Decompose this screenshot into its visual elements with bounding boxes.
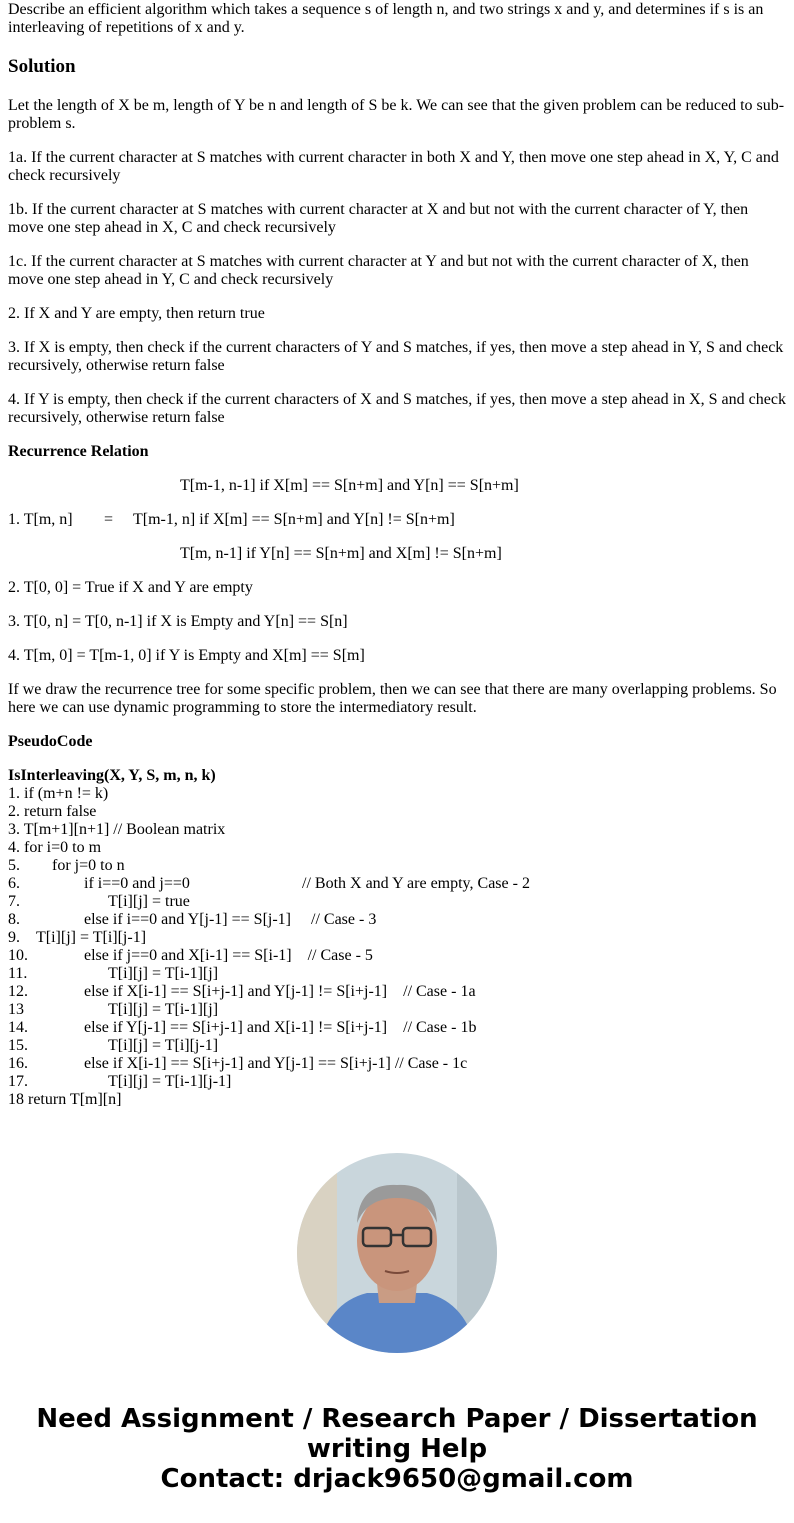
function-signature bbox=[8, 767, 786, 785]
code-line-text: T[i][j] = T[i][j-1] bbox=[108, 1037, 219, 1054]
code-line-number: 15. bbox=[8, 1037, 28, 1054]
recurrence-case-text: T[m-1, n] if X[m] == S[n+m] and Y[n] != S[n+m] bbox=[133, 511, 455, 528]
code-line bbox=[8, 1073, 786, 1091]
code-line-text: else if X[i-1] == S[i+j-1] and Y[j-1] != S[i+j-1] // Case - 1a bbox=[84, 983, 476, 1000]
code-line bbox=[8, 1001, 786, 1019]
code-line bbox=[8, 875, 786, 893]
code-comment: // Both X and Y are empty, Case - 2 bbox=[302, 875, 530, 892]
base-case: 3. T[0, n] = T[0, n-1] if X is Empty and Y[n] == S[n] bbox=[8, 613, 348, 630]
base-case: 4. T[m, 0] = T[m-1, 0] if Y is Empty and X[m] == S[m] bbox=[8, 647, 365, 664]
code-line-number: 10. bbox=[8, 947, 28, 964]
code-line bbox=[8, 965, 786, 983]
code-line bbox=[8, 893, 786, 911]
code-line-number: 8. bbox=[8, 911, 20, 928]
code-line bbox=[8, 1091, 786, 1109]
code-line-number: 18 return T[m][n] bbox=[8, 1091, 122, 1108]
paragraph: 4. If Y is empty, then check if the current characters of X and S matches, if yes, then move a step ahead in X, S and check recursively, otherwise return false bbox=[8, 391, 786, 426]
code-line-number: 1. if (m+n != k) bbox=[8, 785, 109, 802]
code-line bbox=[8, 929, 786, 947]
dp-note: If we draw the recurrence tree for some specific problem, then we can see that there are many overlapping problems. So here we can use dynamic programming to store the intermediatory result. bbox=[8, 681, 777, 716]
recurrence-equals: = bbox=[104, 511, 114, 528]
code-line-number: 17. bbox=[8, 1073, 28, 1090]
code-line bbox=[8, 821, 786, 839]
code-line bbox=[8, 983, 786, 1001]
recurrence-case-text: T[m-1, n-1] if X[m] == S[n+m] and Y[n] == S[n+m] bbox=[180, 477, 519, 494]
promo-contact: Contact: drjack9650@gmail.com bbox=[160, 1464, 634, 1494]
code-line-text: else if i==0 and Y[j-1] == S[j-1] // Case - 3 bbox=[84, 911, 377, 928]
promo-line: writing Help bbox=[306, 1434, 488, 1464]
code-line-number: 5. bbox=[8, 857, 20, 874]
recurrence-case-3 bbox=[8, 545, 786, 563]
code-line-text: T[i][j] = true bbox=[108, 893, 190, 910]
pseudocode-block bbox=[8, 767, 786, 1109]
recurrence-lhs: 1. T[m, n] bbox=[8, 511, 73, 528]
recurrence-case-text: T[m, n-1] if Y[n] == S[n+m] and X[m] != S[n+m] bbox=[180, 545, 502, 562]
code-line-number: 4. for i=0 to m bbox=[8, 839, 102, 856]
code-line-text: else if j==0 and X[i-1] == S[i-1] // Case - 5 bbox=[84, 947, 373, 964]
code-line bbox=[8, 947, 786, 965]
recurrence-case-1 bbox=[8, 477, 786, 495]
code-line-number: 2. return false bbox=[8, 803, 97, 820]
code-line bbox=[8, 857, 786, 875]
code-line-number: 12. bbox=[8, 983, 28, 1000]
code-line-number: 3. T[m+1][n+1] // Boolean matrix bbox=[8, 821, 226, 838]
solution-heading: Solution bbox=[8, 56, 76, 77]
question-text: Describe an efficient algorithm which takes a sequence s of length n, and two strings x and y, and determines if s is an interleaving of repetitions of x and y. bbox=[8, 1, 764, 36]
code-line-text: else if X[i-1] == S[i+j-1] and Y[j-1] == S[i+j-1] // Case - 1c bbox=[84, 1055, 468, 1072]
code-line-text: T[i][j] = T[i-1][j] bbox=[108, 965, 219, 982]
paragraph: Let the length of X be m, length of Y be n and length of S be k. We can see that the given problem can be reduced to sub-problem s. bbox=[8, 97, 785, 132]
code-line-text: for j=0 to n bbox=[52, 857, 125, 874]
code-line bbox=[8, 803, 786, 821]
code-line-number: 14. bbox=[8, 1019, 28, 1036]
base-case: 2. T[0, 0] = True if X and Y are empty bbox=[8, 579, 253, 596]
paragraph: 1c. If the current character at S matches with current character at Y and but not with the current character of X, then move one step ahead in Y, C and check recursively bbox=[8, 253, 749, 288]
promo-line: Need Assignment / Research Paper / Dissertation bbox=[36, 1404, 758, 1434]
code-line-text: T[i][j] = T[i-1][j-1] bbox=[108, 1073, 232, 1090]
promo-banner bbox=[0, 1404, 794, 1494]
code-line-text: else if Y[j-1] == S[i+j-1] and X[i-1] != S[i+j-1] // Case - 1b bbox=[84, 1019, 477, 1036]
paragraph: 3. If X is empty, then check if the current characters of Y and S matches, if yes, then move a step ahead in Y, S and check recursively, otherwise return false bbox=[8, 339, 784, 374]
code-line-text: T[i][j] = T[i][j-1] bbox=[36, 929, 147, 946]
code-line-number: 7. bbox=[8, 893, 20, 910]
code-line-number: 9. bbox=[8, 929, 20, 946]
code-line-number: 11. bbox=[8, 965, 28, 982]
pseudocode-heading: PseudoCode bbox=[8, 733, 93, 750]
code-line-number: 16. bbox=[8, 1055, 28, 1072]
code-line bbox=[8, 785, 786, 803]
code-line-text: T[i][j] = T[i-1][j] bbox=[108, 1001, 219, 1018]
code-line bbox=[8, 911, 786, 929]
code-line-number: 6. bbox=[8, 875, 20, 892]
recurrence-case-2 bbox=[8, 511, 786, 529]
code-line bbox=[8, 1019, 786, 1037]
code-line bbox=[8, 1055, 786, 1073]
paragraph: 1a. If the current character at S matches with current character in both X and Y, then move one step ahead in X, Y, C and check recursively bbox=[8, 149, 779, 184]
code-line-number: 13 bbox=[8, 1001, 24, 1018]
code-line bbox=[8, 1037, 786, 1055]
function-signature-text: IsInterleaving(X, Y, S, m, n, k) bbox=[8, 767, 216, 784]
recurrence-heading: Recurrence Relation bbox=[8, 443, 149, 460]
code-line-text: if i==0 and j==0 bbox=[84, 875, 190, 892]
paragraph: 2. If X and Y are empty, then return true bbox=[8, 305, 265, 322]
code-line bbox=[8, 839, 786, 857]
paragraph: 1b. If the current character at S matches with current character at X and but not with the current character of Y, then move one step ahead in X, C and check recursively bbox=[8, 201, 749, 236]
author-photo bbox=[297, 1153, 497, 1353]
